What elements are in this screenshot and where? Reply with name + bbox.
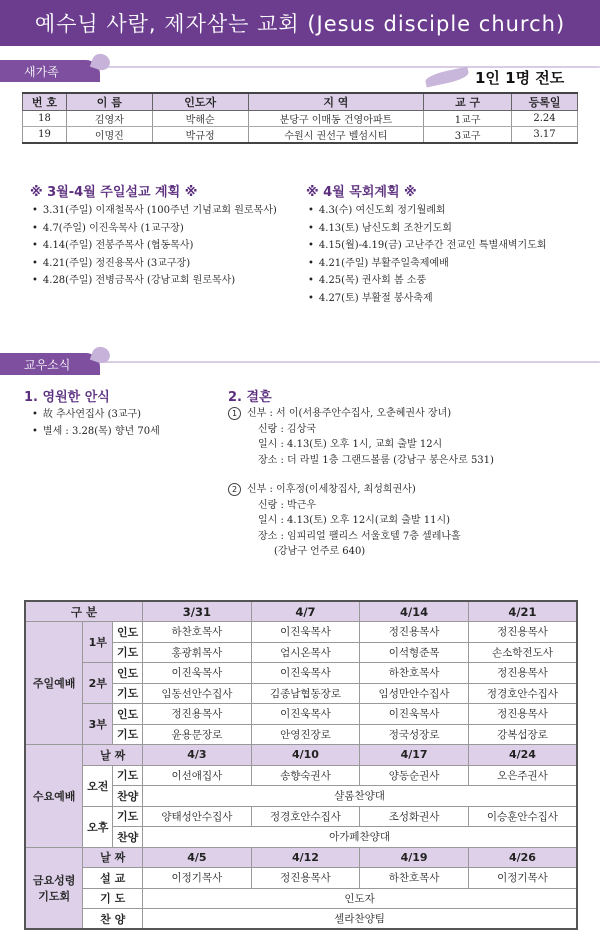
- sunday-service-label: 주일예배: [25, 622, 83, 745]
- pastoral-plan-title: ※ 4월 목회계획 ※: [306, 185, 417, 200]
- table-cell: 김종남협동장로: [251, 683, 360, 704]
- table-cell: 정경호안수집사: [468, 683, 577, 704]
- list-item: • 4.21(주일) 정진용목사 (3교구장): [32, 255, 277, 273]
- evangelism-motto: [425, 66, 575, 88]
- list-item: • 4.7(주일) 이진욱목사 (1교구장): [32, 220, 277, 238]
- table-cell: 정진용목사: [468, 704, 577, 725]
- part-label: 3부: [83, 704, 113, 745]
- list-item: • 별세 : 3.28(목) 향년 70세: [32, 423, 160, 440]
- role-label: 찬양: [113, 827, 143, 848]
- column-header: 4/14: [360, 601, 469, 622]
- sermon-plan-title: ※ 3월-4월 주일설교 계획 ※: [30, 185, 198, 200]
- list-item: • 故 추사연집사 (3교구): [32, 406, 160, 423]
- table-header-row: [23, 93, 578, 111]
- wedding-line: 신랑 : 김상국: [258, 423, 317, 435]
- date-cell: 4/17: [360, 745, 469, 766]
- wedding-title: 2. 결혼: [228, 390, 272, 405]
- table-cell: 2.24: [512, 111, 578, 127]
- wedding-line: 일시 : 4.13(토) 오후 1시, 교회 출발 12시: [258, 439, 443, 450]
- table-cell: 샬롬찬양대: [143, 786, 577, 807]
- list-item: • 4.28(주일) 전병금목사 (강남교회 원로목사): [32, 272, 277, 290]
- role-label: 인도: [113, 663, 143, 684]
- part-label: 오전: [83, 765, 113, 806]
- table-cell: 박규정: [152, 127, 248, 144]
- table-cell: 홍광휘목사: [143, 642, 252, 663]
- table-cell: 송향숙권사: [251, 765, 360, 786]
- table-row: [25, 745, 577, 766]
- table-cell: 19: [23, 127, 67, 144]
- table-cell: 조성화권사: [360, 806, 469, 827]
- table-row: [25, 663, 577, 684]
- wedding-line: 장소 : 더 라빌 1층 그랜드볼룸 (강남구 봉은사로 531): [258, 454, 494, 466]
- news-tab-label: 교우소식: [24, 357, 71, 372]
- wedding-2: [228, 482, 461, 560]
- table-cell: 김영자: [66, 111, 152, 127]
- wedding-line: 장소 : 임피리얼 팰리스 서울호텔 7층 셀레나홀: [258, 530, 461, 542]
- table-cell: 셀라찬양팀: [143, 909, 577, 930]
- role-label: 찬양: [113, 786, 143, 807]
- role-label: 기도: [113, 683, 143, 704]
- table-row: [25, 888, 577, 909]
- date-cell: 4/26: [468, 847, 577, 868]
- table-header-row: [25, 601, 577, 622]
- list-item: • 4.3(수) 여신도회 정기월례회: [308, 202, 547, 220]
- table-cell: 하찬호목사: [360, 868, 469, 889]
- friday-service-label: [25, 847, 83, 929]
- motto-text: 1인 1명 전도: [475, 68, 565, 87]
- list-item: • 4.13(토) 남신도회 조찬기도회: [308, 220, 547, 238]
- table-row: [25, 847, 577, 868]
- leaf-icon: [90, 51, 112, 72]
- role-label: 기도: [113, 806, 143, 827]
- column-header: 지 역: [248, 93, 424, 111]
- news-tab: [0, 353, 100, 375]
- column-header: 교 구: [424, 93, 512, 111]
- new-family-table: [22, 92, 578, 144]
- role-label: 설 교: [83, 868, 143, 889]
- table-cell: 이정기목사: [143, 868, 252, 889]
- table-cell: 임성만안수집사: [360, 683, 469, 704]
- date-label: 날 짜: [83, 847, 143, 868]
- table-cell: 이정기목사: [468, 868, 577, 889]
- pastoral-plan-list: [308, 202, 547, 307]
- date-cell: 4/12: [251, 847, 360, 868]
- number-badge: 2: [228, 483, 241, 496]
- role-label: 인도: [113, 704, 143, 725]
- table-cell: 정진용목사: [468, 622, 577, 643]
- table-cell: 양태성안수집사: [143, 806, 252, 827]
- role-label: 찬 양: [83, 909, 143, 930]
- table-row: [25, 704, 577, 725]
- condolence-title: 1. 영원한 안식: [24, 390, 110, 405]
- list-item: • 4.25(목) 권사회 봄 소풍: [308, 272, 547, 290]
- wedding-line: 신부 : 이후정(이세창집사, 최성희권사): [247, 484, 416, 495]
- table-cell: 정진용목사: [143, 704, 252, 725]
- table-cell: 이진욱목사: [143, 663, 252, 684]
- column-header: 4/7: [251, 601, 360, 622]
- table-cell: 정국성장로: [360, 724, 469, 745]
- table-cell: 강복섭장로: [468, 724, 577, 745]
- friday-label-line: 금요성령: [32, 873, 76, 887]
- table-cell: 안영진장로: [251, 724, 360, 745]
- role-label: 인도: [113, 622, 143, 643]
- table-cell: 이진욱목사: [251, 704, 360, 725]
- table-cell: 이명진: [66, 127, 152, 144]
- table-row: [25, 909, 577, 930]
- table-cell: 이진욱목사: [251, 663, 360, 684]
- date-cell: 4/24: [468, 745, 577, 766]
- list-item: • 3.31(주일) 이재철목사 (100주년 기념교회 원로목사): [32, 202, 277, 220]
- column-header: 구 분: [25, 601, 143, 622]
- table-row: [23, 127, 578, 144]
- date-cell: 4/5: [143, 847, 252, 868]
- table-cell: 3교구: [424, 127, 512, 144]
- wedding-line: 신랑 : 박근우: [258, 499, 317, 511]
- new-family-tab: [0, 60, 100, 82]
- wedding-1: [228, 406, 494, 468]
- table-cell: 수원시 권선구 벨섬시티: [248, 127, 424, 144]
- table-cell: 오은주권사: [468, 765, 577, 786]
- part-label: 2부: [83, 663, 113, 704]
- table-cell: 이승훈안수집사: [468, 806, 577, 827]
- part-label: 오후: [83, 806, 113, 847]
- list-item: • 4.14(주일) 전봉주목사 (협동목사): [32, 237, 277, 255]
- table-row: [25, 868, 577, 889]
- column-header: 이 름: [66, 93, 152, 111]
- date-cell: 4/10: [251, 745, 360, 766]
- column-header: 4/21: [468, 601, 577, 622]
- table-cell: 아가페찬양대: [143, 827, 577, 848]
- table-cell: 양동순권사: [360, 765, 469, 786]
- table-cell: 박해순: [152, 111, 248, 127]
- feather-icon: [424, 67, 470, 88]
- table-cell: 윤용문장로: [143, 724, 252, 745]
- list-item: • 4.27(토) 부활절 봉사축제: [308, 290, 547, 308]
- worship-schedule-table: [24, 600, 578, 930]
- table-cell: 3.17: [512, 127, 578, 144]
- new-family-tab-label: 새가족: [24, 64, 59, 79]
- part-label: 1부: [83, 622, 113, 663]
- table-row: [25, 765, 577, 786]
- role-label: 기도: [113, 765, 143, 786]
- date-cell: 4/3: [143, 745, 252, 766]
- table-cell: 이진욱목사: [360, 704, 469, 725]
- list-item: • 4.21(주일) 부활주일축제예배: [308, 255, 547, 273]
- wedding-line: (강남구 언주로 640): [274, 546, 366, 557]
- friday-label-line: 기도회: [38, 889, 71, 903]
- table-cell: 하찬호목사: [143, 622, 252, 643]
- table-row: [23, 111, 578, 127]
- condolence-list: [32, 406, 160, 440]
- table-cell: 이진욱목사: [251, 622, 360, 643]
- sermon-plan-list: [32, 202, 277, 290]
- table-cell: 분당구 이매동 건영아파트: [248, 111, 424, 127]
- table-cell: 인도자: [143, 888, 577, 909]
- table-cell: 정진용목사: [468, 663, 577, 684]
- date-label: 날 짜: [83, 745, 143, 766]
- role-label: 기 도: [83, 888, 143, 909]
- table-cell: 정진용목사: [251, 868, 360, 889]
- table-cell: 정경호안수집사: [251, 806, 360, 827]
- wednesday-service-label: 수요예배: [25, 745, 83, 848]
- column-header: 등록일: [512, 93, 578, 111]
- table-cell: 손소학전도사: [468, 642, 577, 663]
- page-header: [0, 0, 600, 46]
- table-cell: 하찬호목사: [360, 663, 469, 684]
- wedding-line: 일시 : 4.13(토) 오후 12시(교회 출발 11시): [258, 515, 451, 526]
- table-cell: 정진용목사: [360, 622, 469, 643]
- list-item: • 4.15(월)-4.19(금) 고난주간 전교인 특별새벽기도회: [308, 237, 547, 255]
- role-label: 기도: [113, 642, 143, 663]
- column-header: 번 호: [23, 93, 67, 111]
- table-cell: 1교구: [424, 111, 512, 127]
- table-cell: 18: [23, 111, 67, 127]
- table-cell: 임동선안수집사: [143, 683, 252, 704]
- page-title: 예수님 사람, 제자삼는 교회 (Jesus disciple church): [34, 12, 566, 36]
- role-label: 기도: [113, 724, 143, 745]
- table-cell: 이석형준목: [360, 642, 469, 663]
- number-badge: 1: [228, 407, 241, 420]
- date-cell: 4/19: [360, 847, 469, 868]
- column-header: 3/31: [143, 601, 252, 622]
- table-cell: 엄시온목사: [251, 642, 360, 663]
- column-header: 인도자: [152, 93, 248, 111]
- wedding-line: 신부 : 서 이(서용주안수집사, 오춘혜권사 장녀): [247, 408, 452, 419]
- table-row: [25, 622, 577, 643]
- table-row: [25, 806, 577, 827]
- table-cell: 이선애집사: [143, 765, 252, 786]
